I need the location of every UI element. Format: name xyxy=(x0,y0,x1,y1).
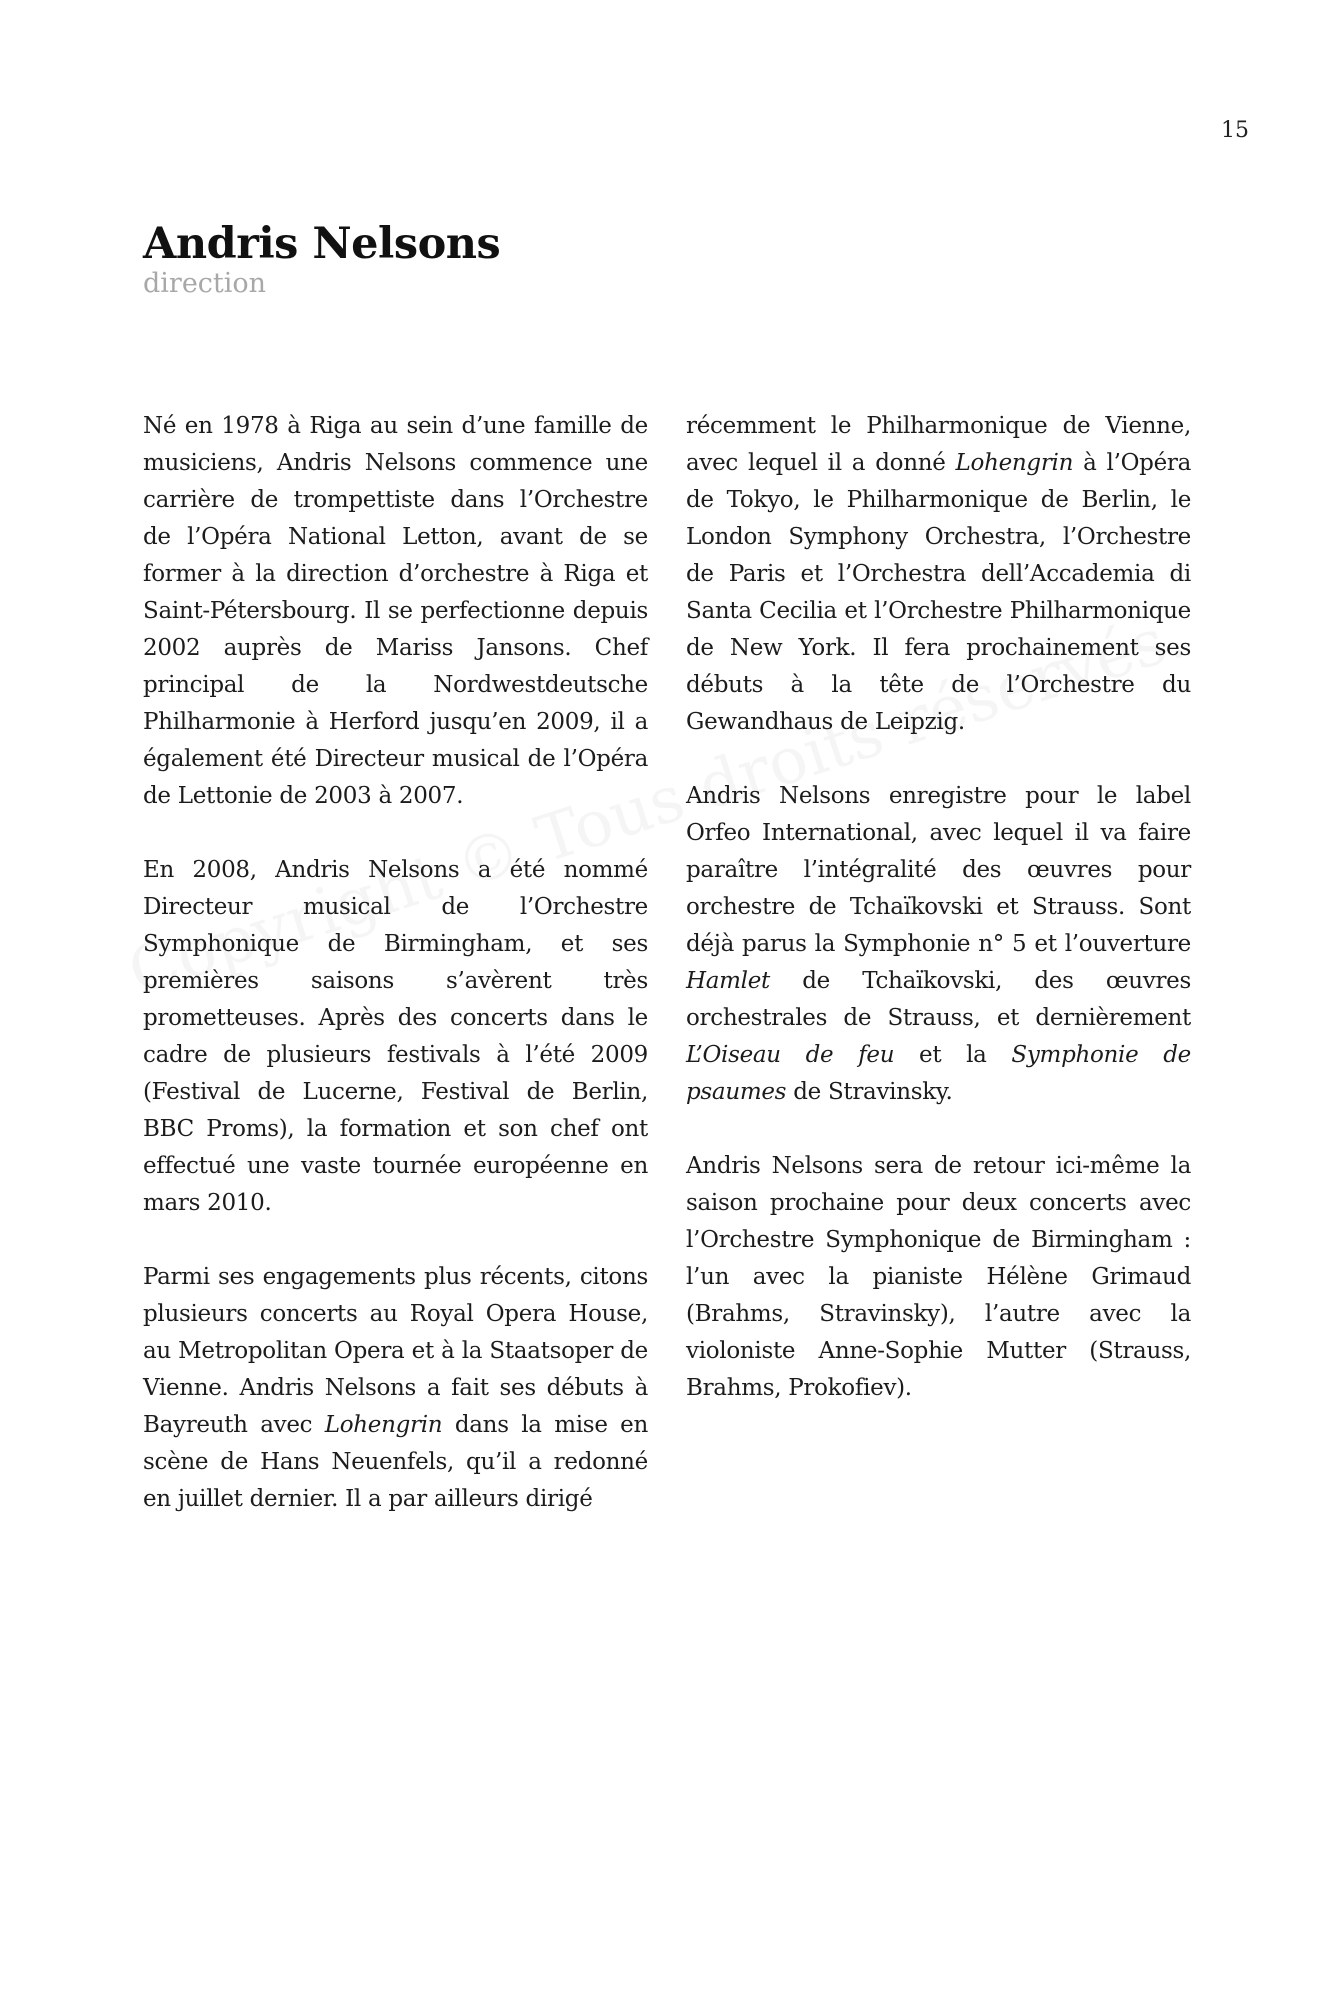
work-title: Lohengrin xyxy=(324,1412,443,1438)
text-run: dans la mise en scène de Hans Neuenfels, qu’il a redonné en juillet dernier. Il a par ailleurs dirigé xyxy=(143,1412,648,1512)
text-run: récemment le Philharmonique de Vienne, avec lequel il a donné xyxy=(686,413,1191,476)
work-title: L’Oiseau de feu xyxy=(686,1042,895,1068)
header xyxy=(143,219,501,300)
text-run: et la xyxy=(894,1042,1012,1068)
text-run: de Tchaïkovski, des œuvres orchestrales de Strauss, et dernièrement xyxy=(686,968,1191,1031)
text-run: de Stravinsky. xyxy=(786,1079,953,1105)
bio-paragraph-3 xyxy=(143,1259,648,1518)
bio-paragraph-6: Andris Nelsons sera de retour ici-même la saison prochaine pour deux concerts avec l’Orchestre Symphonique de Birmingham : l’un avec la pianiste Hélène Grimaud (Brahms, Stravinsky), l’autre avec la violoniste Anne-Sophie Mutter (Strauss, Brahms, Prokofiev). xyxy=(686,1153,1191,1401)
work-title: Symphonie de psaumes xyxy=(686,1042,1191,1105)
bio-paragraph-5 xyxy=(686,778,1191,1111)
page-number: 15 xyxy=(1221,118,1249,143)
bio-paragraph-1: Né en 1978 à Riga au sein d’une famille de musiciens, Andris Nelsons commence une carrière de trompettiste dans l’Orchestre de l’Opéra National Letton, avant de se former à la direction d’orchestre à Riga et Saint-Pétersbourg. Il se perfectionne depuis 2002 auprès de Mariss Jansons. Chef principal de la Nordwestdeutsche Philharmonie à Herford jusqu’en 2009, il a également été Directeur musical de l’Opéra de Lettonie de 2003 à 2007. xyxy=(143,413,648,809)
page-subtitle: direction xyxy=(143,268,267,300)
left-column xyxy=(143,408,648,1518)
text-run: Parmi ses engagements plus récents, citons plusieurs concerts au Royal Opera House, au Metropolitan Opera et à la Staatsoper de Vienne. Andris Nelsons a fait ses débuts à Bayreuth avec xyxy=(143,1264,648,1438)
work-title: Lohengrin xyxy=(955,450,1074,476)
right-column xyxy=(686,408,1191,1407)
bio-paragraph-2: En 2008, Andris Nelsons a été nommé Directeur musical de l’Orchestre Symphonique de Birmingham, et ses premières saisons s’avèrent très prometteuses. Après des concerts dans le cadre de plusieurs festivals à l’été 2009 (Festival de Lucerne, Festival de Berlin, BBC Proms), la formation et son chef ont effectué une vaste tournée européenne en mars 2010. xyxy=(143,857,648,1216)
text-run: Andris Nelsons enregistre pour le label Orfeo International, avec lequel il va faire paraître l’intégralité des œuvres pour orchestre de Tchaïkovski et Strauss. Sont déjà parus la Symphonie n° 5 et l’ouverture xyxy=(686,783,1191,957)
bio-paragraph-4 xyxy=(686,408,1191,741)
page-title: Andris Nelsons xyxy=(143,219,501,269)
work-title: Hamlet xyxy=(686,968,770,994)
text-run: à l’Opéra de Tokyo, le Philharmonique de Berlin, le London Symphony Orchestra, l’Orchestre de Paris et l’Orchestra dell’Accademia di Santa Cecilia et l’Orchestre Philharmonique de New York. Il fera prochainement ses débuts à la tête de l’Orchestre du Gewandhaus de Leipzig. xyxy=(686,450,1191,735)
